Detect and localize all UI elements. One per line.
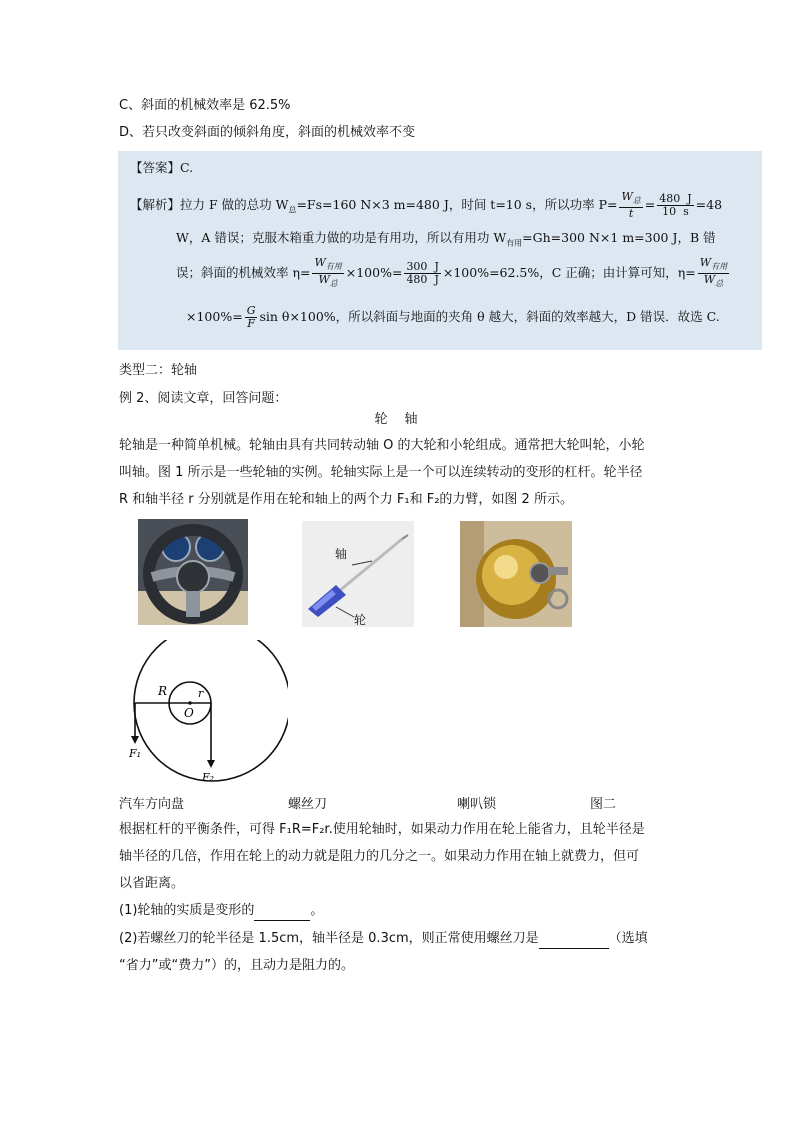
type-heading: 类型二：轮轴 (119, 363, 198, 378)
wheel-axle-diagram (118, 640, 288, 790)
force-f1-arrowhead (131, 736, 139, 744)
caption-lock: 喇叭锁 (457, 797, 497, 812)
fraction-480j-over-10s: $\frac{480 J}{10 s}$ (659, 192, 692, 219)
question-2: (2)若螺丝刀的轮半径是 1.5cm，轴半径是 0.3cm，则正常使用螺丝刀是 （选填 (119, 929, 648, 949)
explanation-line-1: 【解析】拉力 F 做的总功 $W_总=Fs=160$ N×3 m=480 J，时间 t=10 s，所以功率 P= $\frac{W_总}{t}$ = $\frac{480 J}{10 s}$ =48 (130, 190, 723, 221)
question-2-cont: “省力”或“费力”）的，且动力是阻力的。 (119, 958, 354, 973)
center-point (188, 701, 192, 705)
explanation-line-4: ×100%= $\frac{G}{F}$ sin θ×100%，所以斜面与地面的夹角 θ 越大，斜面的效率越大，D 错误．故选 C. (186, 304, 720, 330)
label-F2: F₂ (202, 771, 215, 784)
q1-blank[interactable] (254, 920, 310, 921)
screwdriver-photo (302, 521, 414, 627)
fraction-w-over-t: $\frac{W_总}{t}$ (621, 190, 641, 221)
para2-line1: 根据杠杆的平衡条件，可得 F₁R=F₂r.使用轮轴时，如果动力作用在轮上能省力，且轮半径是 (119, 822, 645, 837)
caption-fig2: 图二 (590, 797, 617, 812)
axle-label: 轴 (335, 547, 348, 561)
explanation-line-3: 误；斜面的机械效率 η= $\frac{W_{有用}}{W_总}$ ×100%= $\frac{300 J}{480 J}$ ×100%=62.5%，C 正确；由计算可知，η= $\frac{W_{有用}}{W_总}$ (176, 256, 728, 289)
wheel-label: 轮 (354, 613, 367, 627)
example-heading: 例 2、阅读文章，回答问题： (119, 391, 288, 406)
para2-line3: 以省距离。 (119, 876, 185, 891)
label-r: r (198, 687, 204, 700)
label-R: R (158, 684, 168, 698)
q2-blank[interactable] (539, 948, 609, 949)
label-F1: F₁ (129, 747, 142, 760)
door-knob-photo (460, 521, 572, 627)
option-d: D、若只改变斜面的倾斜角度，斜面的机械效率不变 (119, 125, 416, 140)
para1-line1: 轮轴是一种简单机械。轮轴由具有共同转动轴 O 的大轮和小轮组成。通常把大轮叫轮，小轮 (119, 438, 645, 453)
force-f2-arrowhead (207, 760, 215, 768)
fraction-useful-over-total-2: $\frac{W_{有用}}{W_总}$ (699, 256, 728, 289)
para1-line3: R 和轴半径 r 分别就是作用在轮和轴上的两个力 F₁和 F₂的力臂，如图 2 所示。 (119, 492, 573, 507)
label-O: O (184, 706, 194, 720)
option-c: C、斜面的机械效率是 62.5% (119, 98, 291, 113)
article-title: 轮 轴 (374, 412, 420, 427)
caption-screwdriver: 螺丝刀 (288, 797, 328, 812)
para1-line2: 叫轴。图 1 所示是一些轮轴的实例。轮轴实际上是一个可以连续转动的变形的杠杆。轮半径 (119, 465, 643, 480)
question-1: (1)轮轴的实质是变形的 。 (119, 901, 323, 921)
fraction-useful-over-total: $\frac{W_{有用}}{W_总}$ (314, 256, 342, 289)
steering-wheel-photo (138, 519, 248, 625)
fraction-300-over-480: $\frac{300 J}{480 J}$ (406, 260, 439, 287)
caption-steering: 汽车方向盘 (119, 797, 185, 812)
para2-line2: 轴半径的几倍，作用在轮上的动力就是阻力的几分之一。如果动力作用在轴上就费力，但可 (119, 849, 640, 864)
answer-box (118, 151, 762, 350)
fraction-g-over-f: $\frac{G}{F}$ (246, 304, 256, 330)
explanation-line-2: W，A 错误；克服木箱重力做的功是有用功，所以有用功 $W_{有用}=Gh=300$ N×1 m=300 J，B 错 (176, 230, 716, 248)
answer-label: 【答案】C. (130, 160, 194, 175)
